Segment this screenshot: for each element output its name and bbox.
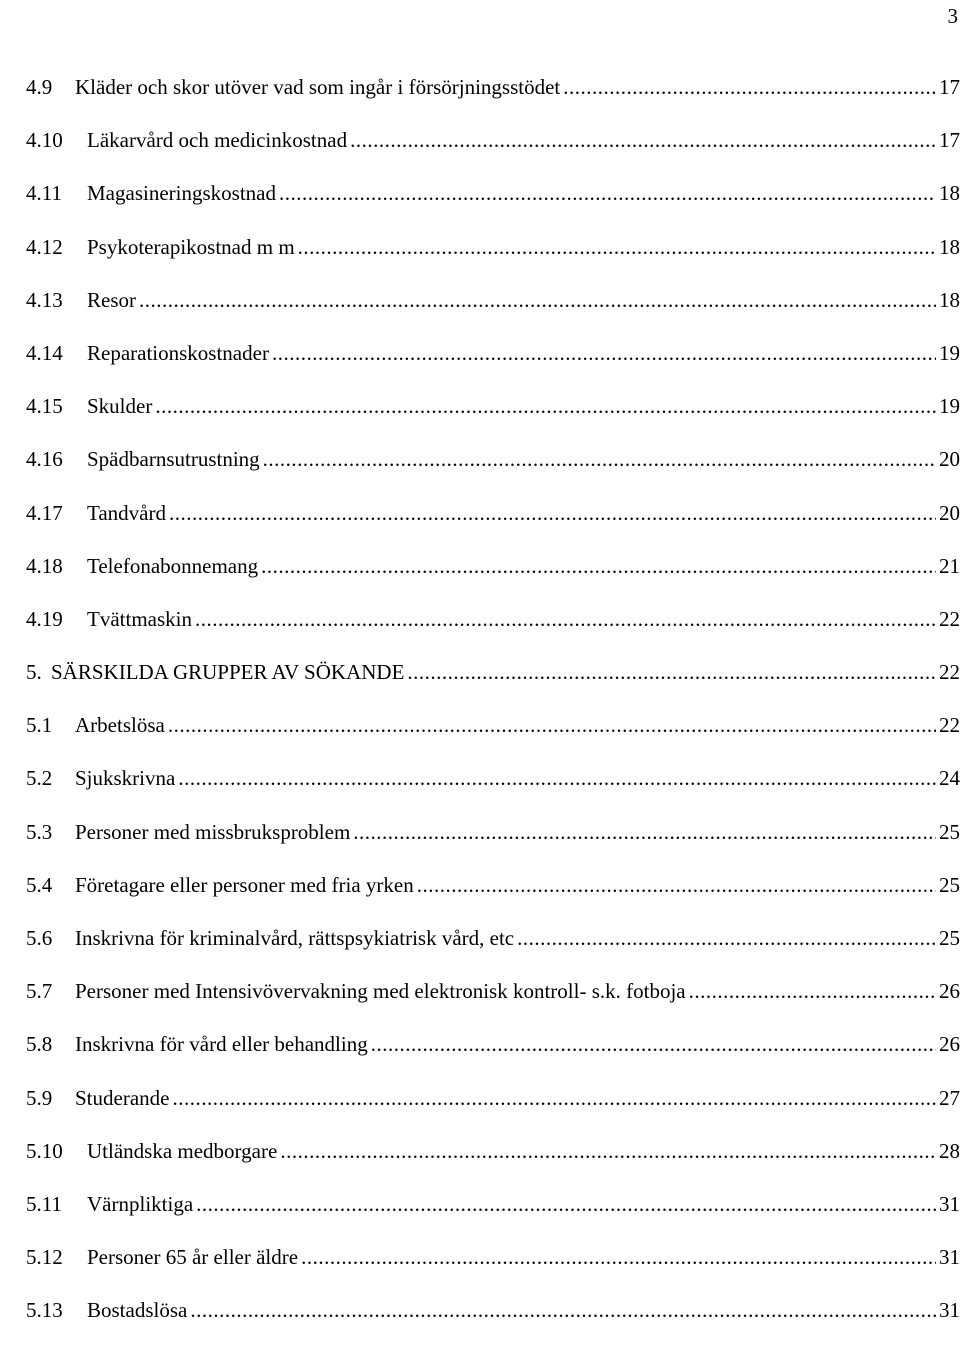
- toc-entry[interactable]: [26, 233, 960, 286]
- toc-entry-number: 5.9: [26, 1085, 53, 1110]
- toc-entry-title: Magasineringskostnad: [87, 181, 276, 206]
- toc-entry-title: Tandvård: [87, 500, 166, 525]
- toc-entry-page: 18: [939, 234, 960, 259]
- toc-entry-number: 4.14: [26, 340, 63, 365]
- toc-entry-page: 26: [939, 979, 960, 1004]
- dot-leader: [195, 605, 936, 633]
- toc-entry[interactable]: [26, 1296, 960, 1349]
- toc-entry[interactable]: [26, 392, 960, 445]
- toc-entry-number: 5.2: [26, 766, 53, 791]
- toc-entry-title: SÄRSKILDA GRUPPER AV SÖKANDE: [51, 660, 405, 685]
- toc-entry[interactable]: [26, 339, 960, 392]
- toc-entry-number: 5.13: [26, 1298, 63, 1323]
- page-number: 3: [947, 4, 958, 28]
- toc-entry-title: Reparationskostnader: [87, 340, 269, 365]
- dot-leader: [298, 233, 936, 261]
- toc-entry-number: 5.12: [26, 1245, 63, 1270]
- toc-entry[interactable]: [26, 1030, 960, 1083]
- toc-entry-page: 17: [939, 128, 960, 153]
- toc-entry[interactable]: [26, 977, 960, 1030]
- toc-entry-page: 17: [939, 75, 960, 99]
- dot-leader: [263, 445, 936, 473]
- toc-entry-page: 31: [939, 1298, 960, 1323]
- toc-entry-page: 20: [939, 447, 960, 472]
- dot-leader: [172, 1084, 936, 1112]
- toc-entry[interactable]: [26, 818, 960, 871]
- toc-entry[interactable]: [26, 126, 960, 179]
- toc-entry-number: 4.12: [26, 234, 63, 259]
- toc-entry-page: 19: [939, 340, 960, 365]
- toc-entry-page: 25: [939, 926, 960, 950]
- toc-entry-title: Utländska medborgare: [87, 1138, 278, 1163]
- toc-entry-title: Sjukskrivna: [75, 766, 176, 791]
- toc-entry-number: 5.4: [26, 872, 53, 897]
- toc-entry-number: 4.15: [26, 394, 63, 419]
- toc-entry[interactable]: [26, 1190, 960, 1243]
- toc-entry[interactable]: [26, 179, 960, 232]
- toc-entry-title: Psykoterapikostnad m m: [87, 234, 295, 259]
- toc-entry-number: 4.13: [26, 287, 63, 312]
- toc-entry-page: 25: [939, 819, 960, 844]
- dot-leader: [280, 1137, 936, 1165]
- dot-leader: [178, 764, 936, 792]
- toc-entry-title: Bostadslösa: [87, 1298, 188, 1323]
- toc-entry-page: 26: [939, 1032, 960, 1057]
- toc-entry[interactable]: [26, 499, 960, 552]
- toc-entry[interactable]: [26, 1243, 960, 1296]
- toc-entry-title: Telefonabonnemang: [87, 553, 259, 578]
- dot-leader: [350, 126, 936, 154]
- dot-leader: [301, 1243, 936, 1271]
- toc-entry-number: 4.10: [26, 128, 63, 153]
- toc-entry-title: Arbetslösa: [75, 713, 165, 738]
- toc-entry-number: 4.9: [26, 75, 53, 99]
- toc-entry[interactable]: [26, 711, 960, 764]
- toc-entry-page: 27: [939, 1085, 960, 1110]
- dot-leader: [689, 977, 936, 1005]
- toc-entry[interactable]: [26, 764, 960, 817]
- toc-entry-title: Tvättmaskin: [87, 606, 192, 631]
- toc-entry[interactable]: [26, 552, 960, 605]
- dot-leader: [353, 818, 936, 846]
- toc-entry-page: 31: [939, 1191, 960, 1216]
- dot-leader: [417, 871, 936, 899]
- dot-leader: [169, 499, 936, 527]
- toc-entry-number: 5.10: [26, 1138, 63, 1163]
- table-of-contents: [26, 73, 960, 1350]
- toc-entry-page: 22: [939, 713, 960, 738]
- toc-entry-page: 18: [939, 287, 960, 312]
- toc-entry-title: Spädbarnsutrustning: [87, 447, 260, 472]
- toc-entry-number: 5.3: [26, 819, 53, 844]
- dot-leader: [155, 392, 936, 420]
- toc-entry[interactable]: [26, 1084, 960, 1137]
- toc-entry-title: Personer med missbruksproblem: [75, 819, 351, 844]
- dot-leader: [196, 1190, 936, 1218]
- toc-entry-page: 25: [939, 872, 960, 897]
- toc-entry-number: 4.16: [26, 447, 63, 472]
- dot-leader: [261, 552, 936, 580]
- dot-leader: [190, 1296, 936, 1324]
- toc-entry-title: Personer 65 år eller äldre: [87, 1245, 299, 1270]
- toc-entry-page: 22: [939, 606, 960, 631]
- toc-entry-number: 5.8: [26, 1032, 53, 1057]
- dot-leader: [272, 339, 936, 367]
- toc-entry-number: 5.7: [26, 979, 53, 1004]
- toc-entry[interactable]: [26, 1137, 960, 1190]
- toc-entry-title: Läkarvård och medicinkostnad: [87, 128, 348, 153]
- toc-entry-page: 19: [939, 394, 960, 419]
- toc-entry-page: 18: [939, 181, 960, 206]
- toc-entry-title: Värnpliktiga: [87, 1191, 194, 1216]
- toc-entry-number: 5.1: [26, 713, 53, 738]
- toc-entry-page: 24: [939, 766, 960, 791]
- dot-leader: [371, 1030, 936, 1058]
- toc-entry-number: 5.: [26, 660, 42, 685]
- toc-entry-title: Inskrivna för kriminalvård, rättspsykiatrisk vård, etc: [75, 926, 515, 950]
- toc-entry-title: Personer med Intensivövervakning med elektronisk kontroll- s.k. fotboja: [75, 979, 686, 1004]
- toc-entry-number: 5.6: [26, 926, 53, 950]
- toc-entry-page: 21: [939, 553, 960, 578]
- toc-entry[interactable]: [26, 605, 960, 658]
- toc-entry-page: 28: [939, 1138, 960, 1163]
- dot-leader: [168, 711, 936, 739]
- toc-entry[interactable]: [26, 73, 960, 126]
- toc-entry-number: 4.11: [26, 181, 62, 206]
- toc-entry[interactable]: [26, 286, 960, 339]
- dot-leader: [407, 658, 936, 686]
- toc-entry-title: Skulder: [87, 394, 153, 419]
- toc-entry-page: 20: [939, 500, 960, 525]
- toc-chapter-entry[interactable]: [26, 658, 960, 711]
- toc-entry-title: Kläder och skor utöver vad som ingår i försörjningsstödet: [75, 75, 561, 99]
- dot-leader: [279, 179, 936, 207]
- toc-entry[interactable]: [26, 871, 960, 924]
- dot-leader: [139, 286, 936, 314]
- toc-entry[interactable]: [26, 924, 960, 977]
- toc-entry-title: Resor: [87, 287, 136, 312]
- toc-entry-number: 4.17: [26, 500, 63, 525]
- toc-entry-title: Studerande: [75, 1085, 170, 1110]
- toc-entry-page: 31: [939, 1245, 960, 1270]
- dot-leader: [517, 924, 936, 952]
- toc-entry-title: Inskrivna för vård eller behandling: [75, 1032, 368, 1057]
- toc-entry-number: 4.18: [26, 553, 63, 578]
- toc-entry-title: Företagare eller personer med fria yrken: [75, 872, 414, 897]
- toc-entry-number: 5.11: [26, 1191, 62, 1216]
- toc-entry-page: 22: [939, 660, 960, 685]
- toc-entry[interactable]: [26, 445, 960, 498]
- toc-entry-number: 4.19: [26, 606, 63, 631]
- dot-leader: [563, 73, 936, 101]
